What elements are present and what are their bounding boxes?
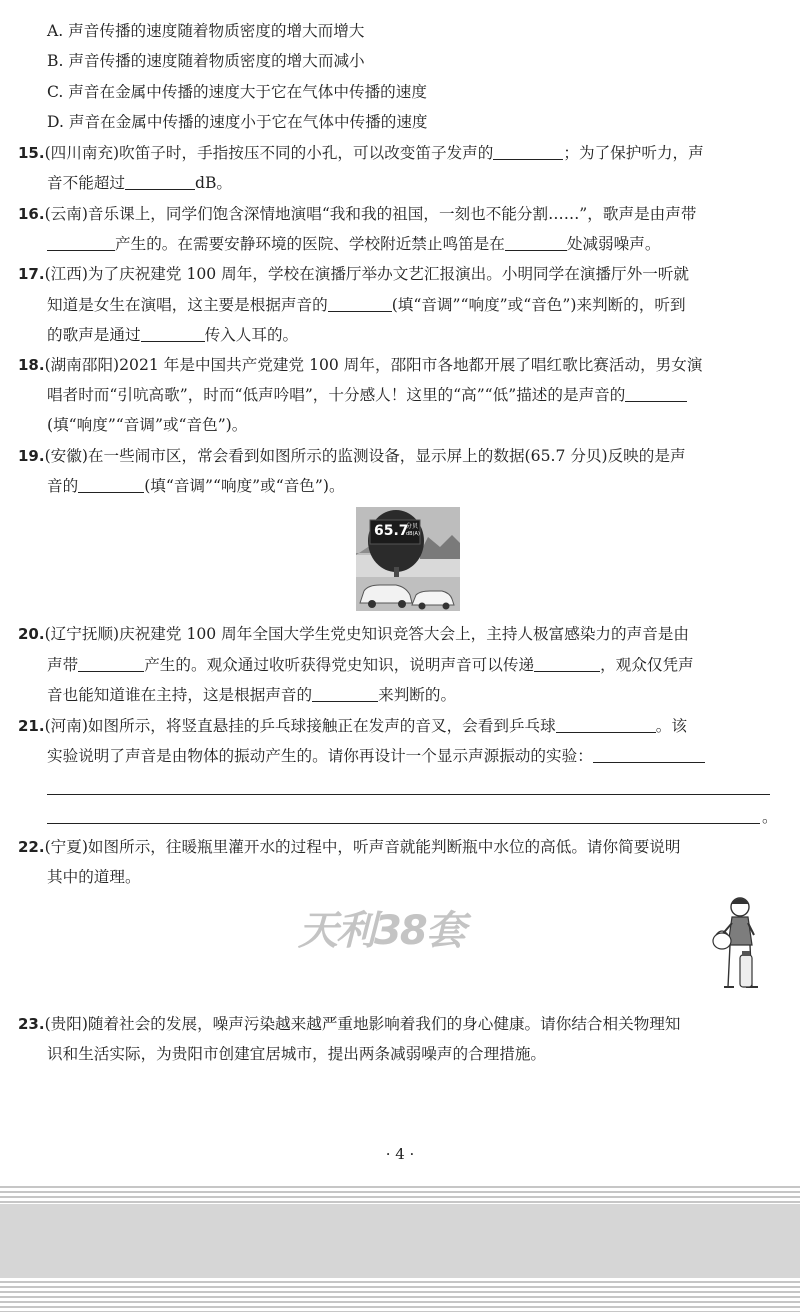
- question-number: 16.: [18, 205, 45, 223]
- question-18: 18.(湖南邵阳)2021 年是中国共产党建党 100 周年，邵阳市各地都开展了唱红歌比赛活动，男女演: [18, 356, 703, 374]
- question-17-line-3: 的歌声是通过 传入人耳的。: [47, 326, 299, 344]
- decibel-unit-label: dB(A): [406, 531, 420, 537]
- question-23-line-2: 识和生活实际，为贵阳市创建宜居城市，提出两条减弱噪声的合理措施。: [47, 1045, 547, 1063]
- question-23: 23.(贵阳)随着社会的发展，噪声污染越来越严重地影响着我们的身心健康。请你结合相关物理知: [18, 1015, 681, 1033]
- question-number: 19.: [18, 447, 45, 465]
- decibel-reading: 65.7: [374, 523, 409, 539]
- question-number: 17.: [18, 265, 45, 283]
- decibel-unit: 分贝: [406, 523, 419, 530]
- question-19-line-2: 音的 (填“音调”“响度”或“音色”)。: [47, 477, 345, 495]
- question-18-line-3: (填“响度”“音调”或“音色”)。: [47, 416, 248, 434]
- answer-blank[interactable]: [625, 386, 687, 402]
- answer-blank[interactable]: [312, 686, 378, 702]
- question-20: 20.(辽宁抚顺)庆祝建党 100 周年全国大学生党史知识竞答大会上，主持人极富感染力的声音是由: [18, 625, 689, 643]
- answer-blank[interactable]: [593, 747, 705, 763]
- answer-blank[interactable]: [78, 477, 144, 493]
- page-number: · 4 ·: [385, 1145, 415, 1163]
- footer-band: [0, 1204, 800, 1278]
- boy-pouring-water-illustration: [706, 893, 770, 999]
- watermark: 天利38套: [298, 908, 464, 954]
- question-number: 21.: [18, 717, 45, 735]
- question-20-line-3: 音也能知道谁在主持，这是根据声音的 来判断的。: [47, 686, 457, 704]
- question-22: 22.(宁夏)如图所示，往暖瓶里灌开水的过程中，听声音就能判断瓶中水位的高低。请你简要说明: [18, 838, 681, 856]
- question-15: 15.(四川南充)吹笛子时，手指按压不同的小孔，可以改变笛子发声的 ；为了保护听力，声: [18, 144, 704, 162]
- noise-monitor-figure: [356, 507, 460, 611]
- answer-line[interactable]: [47, 823, 760, 824]
- option-b: B. 声音传播的速度随着物质密度的增大而减小: [47, 52, 365, 70]
- question-17: 17.(江西)为了庆祝建党 100 周年，学校在演播厅举办文艺汇报演出。小明同学在演播厅外一听就: [18, 265, 689, 283]
- answer-blank[interactable]: [125, 174, 195, 190]
- question-20-line-2: 声带 产生的。观众通过收听获得党史知识，说明声音可以传递 ，观众仅凭声: [47, 656, 694, 674]
- question-22-line-2: 其中的道理。: [47, 868, 141, 886]
- question-18-line-2: 唱者时而“引吭高歌”，时而“低声吟唱”，十分感人！这里的“高”“低”描述的是声音的: [47, 385, 770, 405]
- question-16: 16.(云南)音乐课上，同学们饱含深情地演唱“我和我的祖国，一刻也不能分割……”，歌声是由声带: [18, 205, 697, 223]
- answer-blank[interactable]: [493, 144, 563, 160]
- question-number: 23.: [18, 1015, 45, 1033]
- answer-blank[interactable]: [47, 235, 115, 251]
- question-17-line-2: 知道是女生在演唱，这主要是根据声音的 (填“音调”“响度”或“音色”)来判断的，听到: [47, 296, 686, 314]
- answer-line[interactable]: [47, 794, 770, 795]
- question-21: 21.(河南)如图所示，将竖直悬挂的乒乓球接触正在发声的音叉，会看到乒乓球 。该: [18, 717, 687, 735]
- question-number: 18.: [18, 356, 45, 374]
- pouring-water-figure: [706, 893, 770, 999]
- question-15-line-2: 音不能超过 dB。: [47, 174, 233, 192]
- answer-blank[interactable]: [78, 656, 144, 672]
- answer-blank[interactable]: [141, 326, 205, 342]
- answer-blank[interactable]: [556, 717, 656, 733]
- question-21-line-2: 实验说明了声音是由物体的振动产生的。请你再设计一个显示声源振动的实验：: [47, 746, 770, 766]
- option-a: A. 声音传播的速度随着物质密度的增大而增大: [47, 22, 365, 40]
- question-number: 15.: [18, 144, 45, 162]
- question-number: 20.: [18, 625, 45, 643]
- question-16-line-2: 产生的。在需要安静环境的医院、学校附近禁止鸣笛是在 处减弱噪声。: [47, 234, 770, 254]
- answer-blank[interactable]: [534, 656, 600, 672]
- sentence-end: 。: [762, 808, 778, 826]
- option-d: D. 声音在金属中传播的速度小于它在气体中传播的速度: [47, 113, 428, 131]
- option-c: C. 声音在金属中传播的速度大于它在气体中传播的速度: [47, 83, 427, 101]
- question-number: 22.: [18, 838, 45, 856]
- answer-blank[interactable]: [328, 296, 392, 312]
- answer-blank[interactable]: [505, 235, 567, 251]
- question-19: 19.(安徽)在一些闹市区，常会看到如图所示的监测设备，显示屏上的数据(65.7 分贝)反映的是声: [18, 447, 686, 465]
